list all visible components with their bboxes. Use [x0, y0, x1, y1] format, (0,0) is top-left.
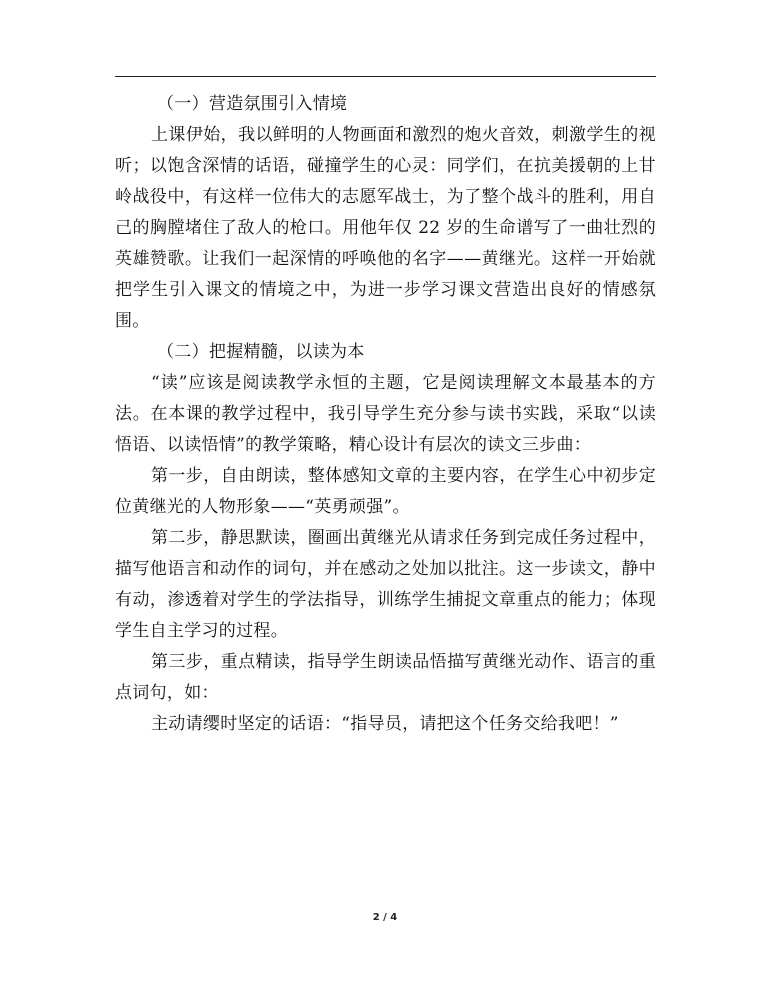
header-rule	[115, 76, 656, 77]
section-heading-2: （二）把握精髓，以读为本	[157, 342, 365, 362]
paragraph-4: 第二步，静思默读，圈画出黄继光从请求任务到完成任务过程中，描写他语言和动作的词句，并在感动之处加以批注。这一步读文，静中有动，渗透着对学生的学法指导，训练学生捕捉文章重点的能力；体现学生自主学习的过程。	[115, 528, 656, 641]
paragraph-1: 上课伊始，我以鲜明的人物画面和激烈的炮火音效，刺激学生的视听；以饱含深情的话语，碰撞学生的心灵：同学们，在抗美援朝的上甘岭战役中，有这样一位伟大的志愿军战士，为了整个战斗的胜利，用自己的胸膛堵住了敌人的枪口。用他年仅 22 岁的生命谱写了一曲壮烈的英雄赞歌。让我们一起深情的呼唤他的名字——黄继光。这样一开始就把学生引入课文的情境之中，为进一步学习课文营造出良好的情感氛围。	[115, 125, 656, 331]
paragraph-2: “读”应该是阅读教学永恒的主题，它是阅读理解文本最基本的方法。在本课的教学过程中，我引导学生充分参与读书实践，采取“以读悟语、以读悟情”的教学策略，精心设计有层次的读文三步曲：	[115, 373, 656, 455]
document-body	[115, 89, 656, 740]
section-heading-1: （一）营造氛围引入情境	[157, 94, 348, 114]
paragraph-5: 第三步，重点精读，指导学生朗读品悟描写黄继光动作、语言的重点词句，如：	[115, 652, 656, 703]
paragraph-6: 主动请缨时坚定的话语：“指导员，请把这个任务交给我吧！”	[151, 714, 619, 734]
page-number: 2 / 4	[372, 912, 398, 923]
paragraph-3: 第一步，自由朗读，整体感知文章的主要内容，在学生心中初步定位黄继光的人物形象——“英勇顽强”。	[115, 466, 656, 517]
